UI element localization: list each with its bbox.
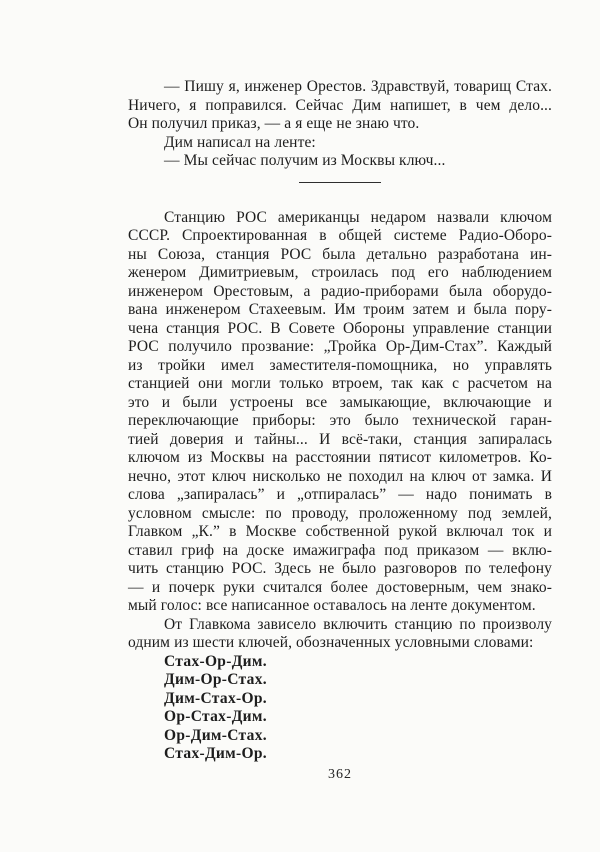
text-line: это и были устроены все замыкающие, включающие и <box>128 393 552 411</box>
paragraph <box>128 152 552 171</box>
text-line: чить станцию РОС. Здесь не было разговоров по телефону <box>128 560 552 577</box>
page-number: 362 <box>328 766 352 782</box>
key-word-line: Ор-Стах-Дим. <box>164 708 267 725</box>
key-word-line: Ор-Дим-Стах. <box>164 726 267 744</box>
text-line: Дим написал на ленте: <box>164 133 316 151</box>
text-line: Станцию РОС американцы недаром назвали ключом <box>164 208 552 226</box>
text-line: слова „запиралась” и „отпиралась” — надо понимать в <box>128 486 552 503</box>
paragraph <box>128 616 552 653</box>
text-line: ключом из Москвы на расстоянии пятисот километров. Ко- <box>128 449 552 466</box>
paragraph <box>128 134 552 153</box>
text-line: тией доверия и тайны... И всё-таки, станция запиралась <box>128 430 552 448</box>
text-line: Главком „К.” в Москве собственной рукой включал ток и <box>128 523 552 540</box>
paragraph <box>128 78 552 134</box>
text-line: из тройки имел заместителя-помощника, но управлять <box>128 356 552 374</box>
key-word-list <box>128 653 552 764</box>
text-line: ны Союза, станция РОС была детально разработана ин- <box>128 245 552 263</box>
section-separator <box>299 182 381 183</box>
key-word-line: Дим-Ор-Стах. <box>164 671 267 688</box>
text-line: инженером Орестовым, а радио-приборами была оборудо- <box>128 282 552 300</box>
key-word-line: Дим-Стах-Ор. <box>164 689 267 707</box>
text-line: нечно, этот ключ нисколько не походил на ключ от замка. И <box>128 467 552 485</box>
text-line: чена станция РОС. В Совете Обороны управление станции <box>128 319 552 337</box>
text-line: станцией они могли только втроем, так как с расчетом на <box>128 375 552 392</box>
text-line: РОС получило прозвание: „Тройка Ор-Дим-Стах”. Каждый <box>128 338 552 355</box>
text-line: женером Димитриевым, строилась под его наблюдением <box>128 264 552 281</box>
key-word-line: Стах-Ор-Дим. <box>164 652 267 670</box>
paragraph <box>128 209 552 616</box>
text-line: — Мы сейчас получим из Москвы ключ... <box>164 152 446 169</box>
text-line: От Главкома зависело включить станцию по произволу <box>164 615 552 633</box>
text-line: ставил гриф на доске имажиграфа под приказом — вклю- <box>128 541 552 559</box>
text-line: — Пишу я, инженер Орестов. Здравствуй, товарищ Стах. <box>164 78 552 95</box>
key-word-line: Стах-Дим-Ор. <box>164 745 267 762</box>
text-line: одним из шести ключей, обозначенных условными словами: <box>128 634 534 651</box>
text-line: — и почерк руки считался более достоверным, чем знако- <box>128 578 552 596</box>
text-line: условном смысле: по проводу, проложенному под землей, <box>128 504 552 522</box>
text-line: мый голос: все написанное оставалось на ленте документом. <box>128 597 536 614</box>
text-line: Ничего, я поправился. Сейчас Дим напишет, в чем дело... <box>128 96 552 114</box>
text-line: вана инженером Стахеевым. Им троим затем и была пору- <box>128 301 552 318</box>
text-column <box>128 78 552 764</box>
text-line: СССР. Спроектированная в общей системе Радио-Оборо- <box>128 227 552 244</box>
text-line: Он получил приказ, — а я еще не знаю что. <box>128 115 420 132</box>
text-line: переключающие приборы: это было технической гаран- <box>128 412 552 429</box>
